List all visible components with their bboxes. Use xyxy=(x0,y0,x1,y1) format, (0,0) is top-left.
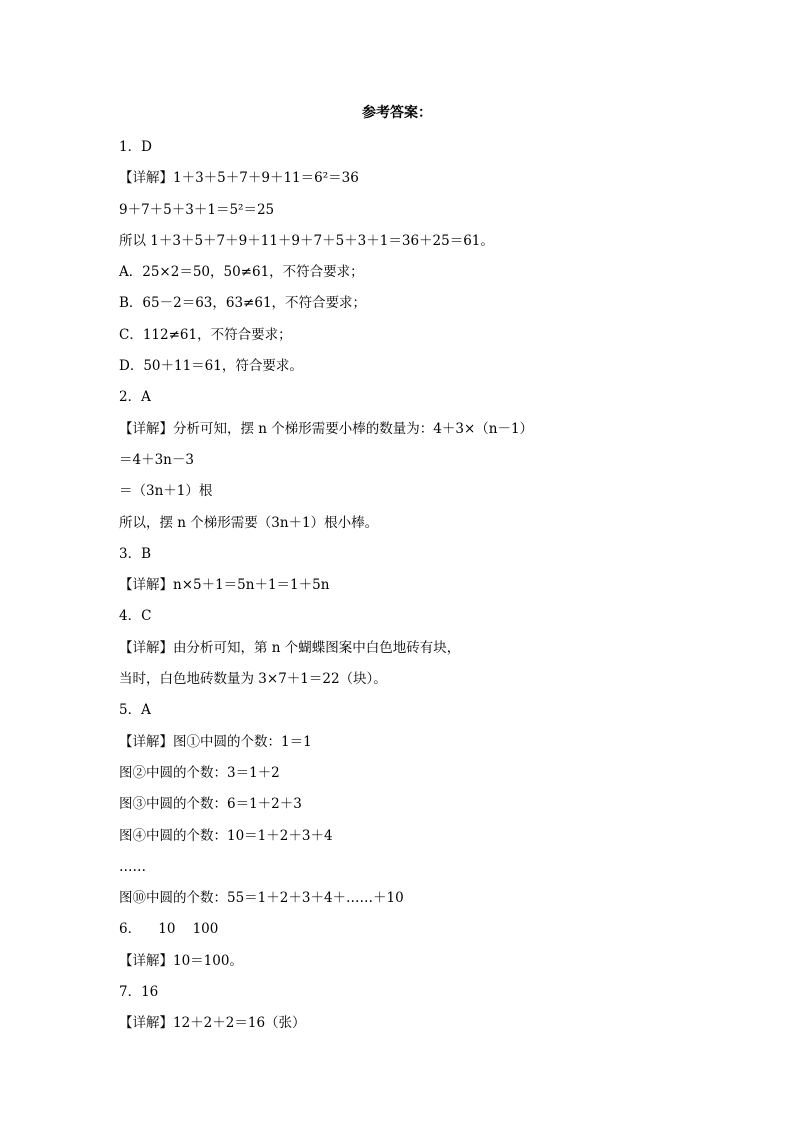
answer-2-detail: 【详解】分析可知，摆 n 个梯形需要小棒的数量为：4＋3×（n－1） xyxy=(119,420,534,437)
answer-1-option-c: C．112≠61，不符合要求； xyxy=(119,326,292,343)
answer-4-choice: 4．C xyxy=(119,608,152,625)
answer-7-detail: 【详解】12＋2＋2＝16（张） xyxy=(119,1015,306,1032)
answer-1-option-b: B．65－2＝63，63≠61，不符合要求； xyxy=(119,295,367,312)
answer-1-line: 9＋7＋5＋3＋1＝5²＝25 xyxy=(119,201,275,218)
answer-2-choice: 2．A xyxy=(119,389,151,406)
answer-1-choice: 1．D xyxy=(119,139,152,155)
answer-5-line: 图②中圆的个数：3＝1＋2 xyxy=(119,764,280,781)
answer-lines xyxy=(119,132,679,1040)
answer-1-option-a: A．25×2＝50，50≠61，不符合要求； xyxy=(119,264,364,281)
answer-5-choice: 5．A xyxy=(119,702,151,719)
answer-2-line: 所以，摆 n 个梯形需要（3n＋1）根小棒。 xyxy=(119,514,379,531)
answer-2-line: ＝（3n＋1）根 xyxy=(119,483,213,500)
answer-3-choice: 3．B xyxy=(119,545,152,562)
answer-2-line: ＝4＋3n－3 xyxy=(119,451,194,468)
answer-7-choice: 7．16 xyxy=(119,984,159,1001)
answer-4-detail: 【详解】由分析可知，第 n 个蝴蝶图案中白色地砖有块， xyxy=(119,639,461,656)
answer-4-line: 当时，白色地砖数量为 3×7＋1＝22（块）。 xyxy=(119,671,387,688)
answer-6-choice: 6． 10 100 xyxy=(119,921,219,938)
answer-3-detail: 【详解】n×5＋1＝5n＋1＝1＋5n xyxy=(119,577,330,594)
answer-5-line: 图③中圆的个数：6＝1＋2＋3 xyxy=(119,796,302,813)
answer-5-line: 图④中圆的个数：10＝1＋2＋3＋4 xyxy=(119,827,333,844)
page-title: 参考答案： xyxy=(362,105,432,121)
answer-1-detail: 【详解】1＋3＋5＋7＋9＋11＝6²＝36 xyxy=(119,170,359,187)
answer-5-ellipsis: …… xyxy=(119,858,146,875)
answer-5-line: 图⑩中圆的个数：55＝1＋2＋3＋4＋……＋10 xyxy=(119,890,404,907)
answer-6-detail: 【详解】10＝100。 xyxy=(119,952,243,969)
answer-1-option-d: D．50＋11＝61，符合要求。 xyxy=(119,358,303,375)
answer-5-detail: 【详解】图①中圆的个数：1＝1 xyxy=(119,733,312,750)
answer-1-line: 所以 1＋3＋5＋7＋9＋11＋9＋7＋5＋3＋1＝36＋25＝61。 xyxy=(119,232,494,249)
